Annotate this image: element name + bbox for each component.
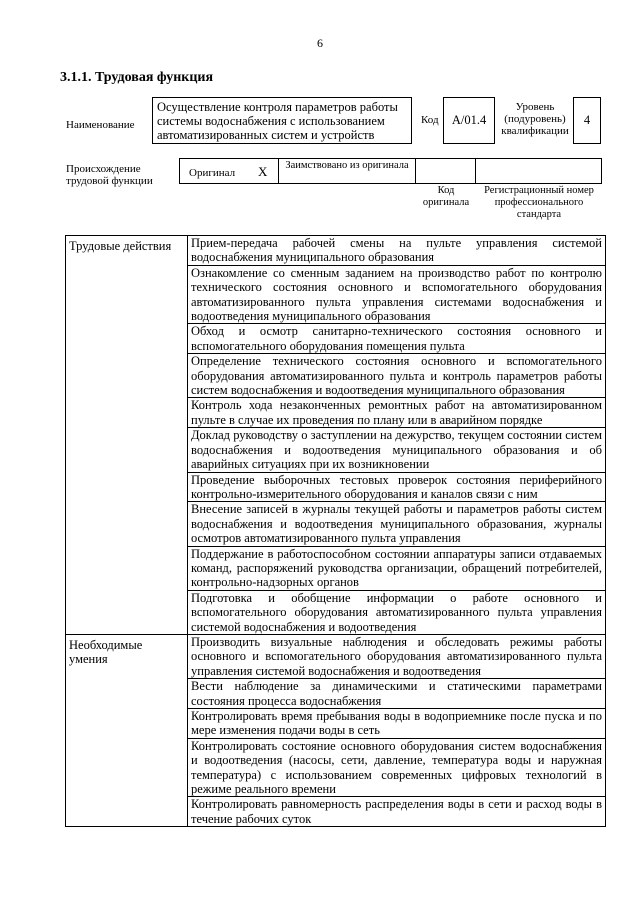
function-name-text: Осуществление контроля параметров работы системы водоснабжения с использованием автоматизированных систем и устройств xyxy=(157,100,398,142)
table-row xyxy=(66,634,606,678)
original-label: Оригинал xyxy=(189,167,236,179)
page-number: 6 xyxy=(317,36,323,50)
table-cell-item: Прием-передача рабочей смены на пульте управления системой водоснабжения муниципального образования xyxy=(188,236,606,266)
table-cell-item: Контроль хода незаконченных ремонтных работ на автоматизированном пульте в случае их проведения по плану или в аварийном порядке xyxy=(188,398,606,428)
function-name-box xyxy=(152,97,412,144)
table-cell-item: Производить визуальные наблюдения и обследовать режимы работы основного и вспомогательного оборудования автоматизированного пульта управления системой водоснабжения и водоотведения xyxy=(188,634,606,678)
origin-label: Происхождение трудовой функции xyxy=(66,163,153,187)
table-cell-item: Вести наблюдение за динамическими и статическими параметрами состояния процесса водоснабжения xyxy=(188,679,606,709)
divider xyxy=(278,159,279,183)
table-cell-item: Контролировать состояние основного оборудования систем водоснабжения и водоотведения (насосы, сети, давление, температура воды и наружная температура) с использованием современных цифровых технологий в режиме реального времени xyxy=(188,738,606,797)
table-cell-item: Подготовка и обобщение информации о работе основного и вспомогательного оборудования автоматизированного пульта управления системой водоснабжения и водоотведения xyxy=(188,590,606,634)
qualification-level-box xyxy=(573,97,601,144)
table-cell-item: Внесение записей в журналы текущей работы и параметров работы систем водоснабжения и водоотведения муниципального образования, журналы осмотров автоматизированного пульта управления xyxy=(188,502,606,546)
table-cell-item: Обход и осмотр санитарно-технического состояния основного и вспомогательного оборудования помещения пульта xyxy=(188,324,606,354)
table-cell-item: Поддержание в работоспособном состоянии аппаратуры записи отдаваемых команд, распоряжений руководства организации, обращений потребителей, контрольно-надзорных органов xyxy=(188,546,606,590)
qualification-level-value: 4 xyxy=(583,113,591,127)
original-code-caption: Код оригинала xyxy=(422,185,470,208)
code-value: A/01.4 xyxy=(451,113,487,127)
table-cell-item: Проведение выборочных тестовых проверок состояния периферийного контрольно-измерительного оборудования и каналов связи с ним xyxy=(188,472,606,502)
table-row xyxy=(66,236,606,266)
borrowed-label: Заимствовано из оригинала xyxy=(285,160,409,171)
section-title: 3.1.1. Трудовая функция xyxy=(60,70,214,85)
code-value-box xyxy=(443,97,495,144)
code-label: Код xyxy=(421,114,439,126)
registration-number-caption: Регистрационный номер профессионального стандарта xyxy=(484,185,594,220)
table-cell-item: Определение технического состояния основного и вспомогательного оборудования автоматизированного пульта и контроль параметров работы систем водоснабжения и водоотведения муниципального образования xyxy=(188,354,606,398)
table-cell-item: Ознакомление со сменным заданием на производство работ по контролю технического состояния основного и вспомогательного оборудования автоматизированного пульта управления системами водоснабжения и водоотведения муниципального образования xyxy=(188,265,606,324)
table-cell-item: Контролировать равномерность распределения воды в сети и расход воды в течение рабочих суток xyxy=(188,797,606,827)
qualification-level-label: Уровень (подуровень) квалификации xyxy=(501,101,569,137)
divider xyxy=(475,159,476,183)
original-mark: X xyxy=(258,164,268,179)
labor-function-table xyxy=(65,235,606,827)
divider xyxy=(415,159,416,183)
origin-box xyxy=(179,158,602,184)
category-cell: Трудовые действия xyxy=(66,236,188,635)
name-label: Наименование xyxy=(66,119,135,131)
table-cell-item: Доклад руководству о заступлении на дежурство, текущем состоянии систем водоснабжения и водоотведения муниципального образования и об аварийных ситуациях при их возникновении xyxy=(188,428,606,472)
table-cell-item: Контролировать время пребывания воды в водоприемнике после пуска и по мере изменения подачи воды в сеть xyxy=(188,709,606,739)
category-cell: Необходимые умения xyxy=(66,634,188,826)
